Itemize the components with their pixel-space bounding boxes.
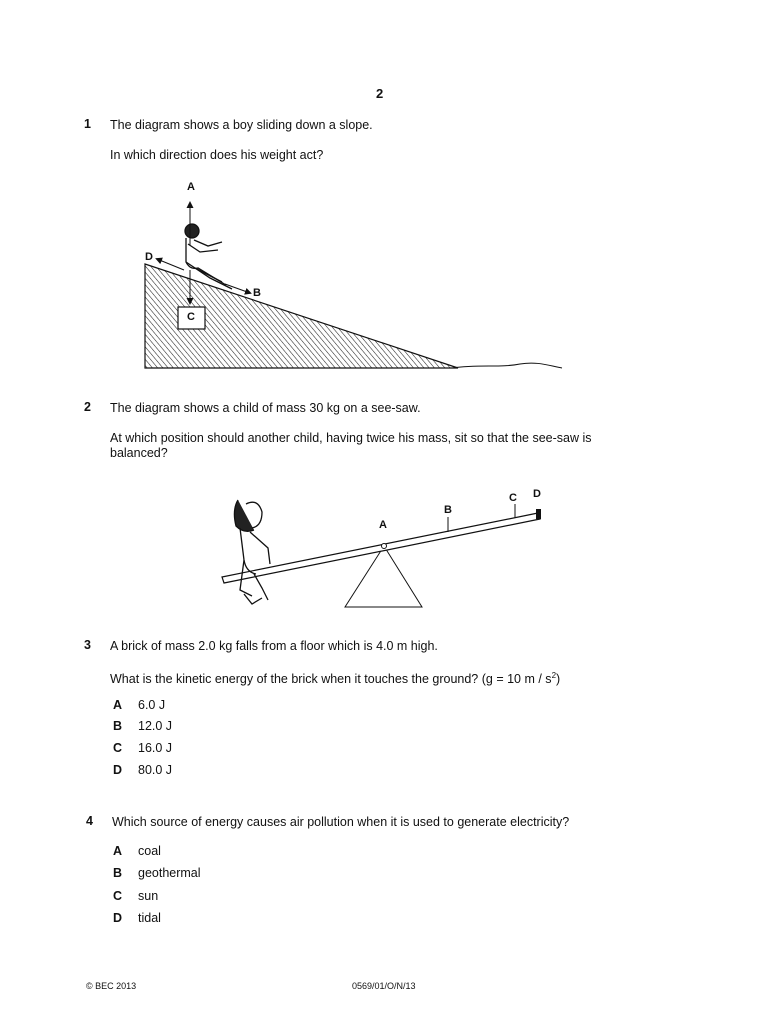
q1-label-c: C [187,311,195,323]
q4-option-b-text: geothermal [138,866,201,880]
question-2-prompt-line-2: balanced? [110,446,168,460]
q2-label-c: C [509,492,517,504]
q4-option-a-text: coal [138,844,161,858]
q4-option-a-letter: A [113,844,123,858]
q1-label-d: D [145,251,153,263]
q3-option-d-letter: D [113,763,123,777]
footer-code: 0569/01/O/N/13 [352,981,416,991]
question-2-text: The diagram shows a child of mass 30 kg on a see-saw. [110,401,421,415]
q2-label-a: A [379,519,387,531]
pivot-point [382,544,387,549]
q4-option-c-letter: C [113,889,123,903]
question-4-text: Which source of energy causes air pollution when it is used to generate electricity? [112,815,570,829]
q3-option-d-text: 80.0 J [138,763,173,777]
seesaw-diagram [222,500,541,607]
page-number: 2 [376,86,384,101]
question-1-prompt: In which direction does his weight act? [110,148,324,162]
q2-label-d: D [533,488,541,500]
q4-option-c-text: sun [138,889,159,903]
q3-option-a-text: 6.0 J [138,698,166,712]
q3-option-c-letter: C [113,741,123,755]
question-3-prompt-main: What is the kinetic energy of the brick when it touches the ground? (g = 10 m / s [110,672,552,687]
q1-label-b: B [253,287,261,299]
q4-option-d-letter: D [113,911,123,925]
question-3-prompt [110,668,560,687]
q3-option-b-text: 12.0 J [138,719,173,733]
question-1-text: The diagram shows a boy sliding down a slope. [110,118,373,132]
question-2-number: 2 [84,400,91,414]
question-3-prompt-close: ) [556,672,561,687]
plank-end [536,509,541,519]
question-3-number: 3 [84,638,91,652]
q2-label-b: B [444,504,452,516]
child-figure [234,500,270,604]
q3-option-a-letter: A [113,698,123,712]
question-3-superscript: 2 [551,671,557,680]
q3-option-c-text: 16.0 J [138,741,173,755]
q1-label-a: A [187,181,195,193]
question-4-number: 4 [86,814,93,828]
question-3-text: A brick of mass 2.0 kg falls from a floor which is 4.0 m high. [110,639,438,653]
footer-copyright: © BEC 2013 [86,981,137,991]
question-2-prompt-line-1: At which position should another child, having twice his mass, sit so that the see-saw is [110,431,592,445]
slope-diagram [145,203,562,368]
ground-line [452,363,562,368]
q4-option-d-text: tidal [138,911,161,925]
q4-option-b-letter: B [113,866,123,880]
arrow-d [157,259,184,270]
q3-option-b-letter: B [113,719,123,733]
question-1-number: 1 [84,117,91,131]
